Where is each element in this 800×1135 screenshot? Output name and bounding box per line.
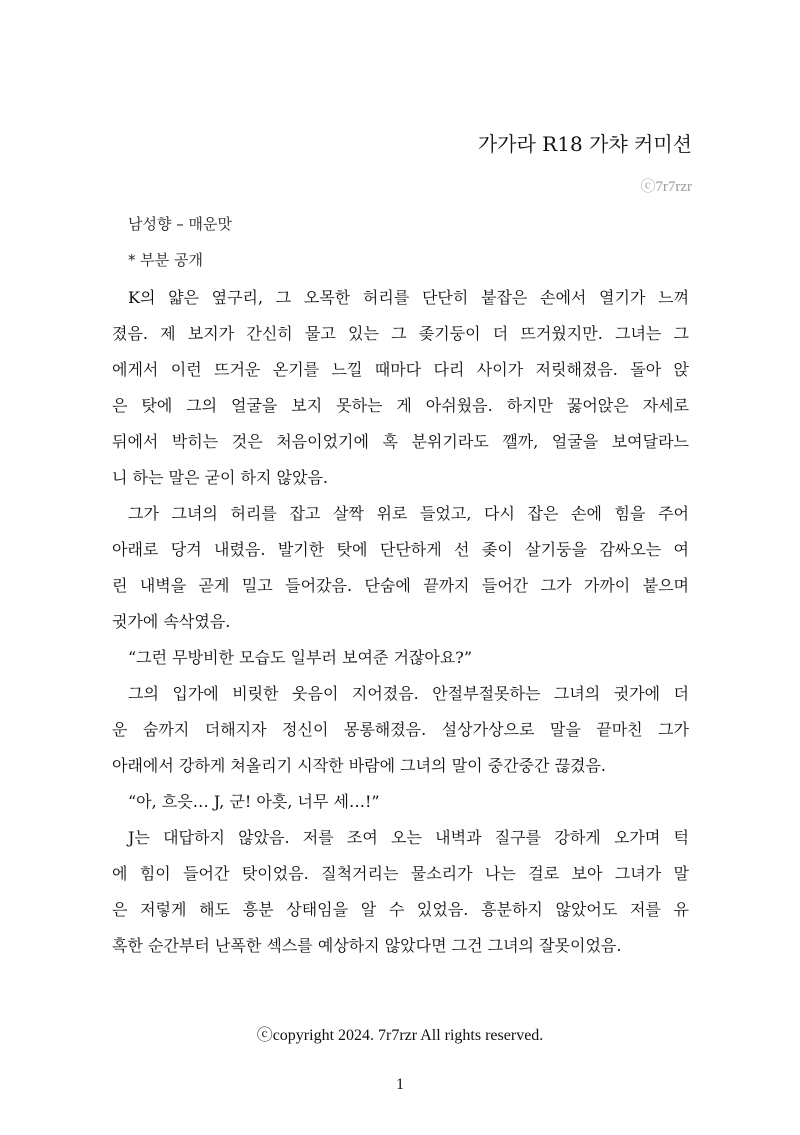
text-line: 린 내벽을 곧게 밀고 들어갔음. 단숨에 끝까지 들어간 그가 가까이 붙으며 [112, 576, 689, 595]
text-line: 귓가에 속삭였음. [112, 612, 231, 631]
author-credit: ⓒ7r7rzr [640, 179, 692, 195]
text-line: 혹한 순간부터 난폭한 섹스를 예상하지 않았다면 그건 그녀의 잘못이었음. [112, 936, 622, 955]
partial-release-note: * 부분 공개 [128, 251, 203, 269]
text-line: 니 하는 말은 굳이 하지 않았음. [112, 468, 328, 487]
text-line: 그의 입가에 비릿한 웃음이 지어졌음. 안절부절못하는 그녀의 귓가에 더 [128, 684, 689, 703]
text-line: K의 얇은 옆구리, 그 오목한 허리를 단단히 붙잡은 손에서 열기가 느껴 [128, 288, 689, 307]
document-title: 가가라 R18 가챠 커미션 [477, 132, 692, 156]
text-line: 아래로 당겨 내렸음. 발기한 탓에 단단하게 선 좆이 살기둥을 감싸오는 여 [112, 540, 689, 559]
genre-note: 남성향 – 매운맛 [128, 215, 232, 233]
text-line: 아래에서 강하게 쳐올리기 시작한 바람에 그녀의 말이 중간중간 끊겼음. [112, 756, 606, 775]
story-body [112, 280, 689, 964]
text-line: 졌음. 제 보지가 간신히 물고 있는 그 좆기둥이 더 뜨거웠지만. 그녀는 그 [112, 324, 689, 343]
text-line: 에게서 이런 뜨거운 온기를 느낄 때마다 다리 사이가 저릿해졌음. 돌아 앉 [112, 360, 689, 379]
text-line: 운 숨까지 더해지자 정신이 몽롱해졌음. 설상가상으로 말을 끝마친 그가 [112, 720, 689, 739]
text-line: 뒤에서 박히는 것은 처음이었기에 혹 분위기라도 깰까, 얼굴을 보여달라느 [112, 432, 689, 451]
text-line: 에 힘이 들어간 탓이었음. 질척거리는 물소리가 나는 걸로 보아 그녀가 말 [112, 864, 689, 883]
text-line: 은 저렇게 해도 흥분 상태임을 알 수 있었음. 흥분하지 않았어도 저를 유 [112, 900, 689, 919]
text-line: 은 탓에 그의 얼굴을 보지 못하는 게 아쉬웠음. 하지만 꿇어앉은 자세로 [112, 396, 689, 415]
text-line: J는 대답하지 않았음. 저를 조여 오는 내벽과 질구를 강하게 오가며 턱 [128, 828, 689, 847]
page-number: 1 [396, 1076, 404, 1093]
text-line: “아, 흐읏… J, 군! 아흣, 너무 세…!” [128, 792, 380, 811]
text-line: 그가 그녀의 허리를 잡고 살짝 위로 들었고, 다시 잡은 손에 힘을 주어 [128, 504, 689, 523]
text-line: “그런 무방비한 모습도 일부러 보여준 거잖아요?” [128, 648, 473, 667]
copyright-notice: ⓒcopyright 2024. 7r7rzr All rights reserved. [256, 1027, 544, 1044]
